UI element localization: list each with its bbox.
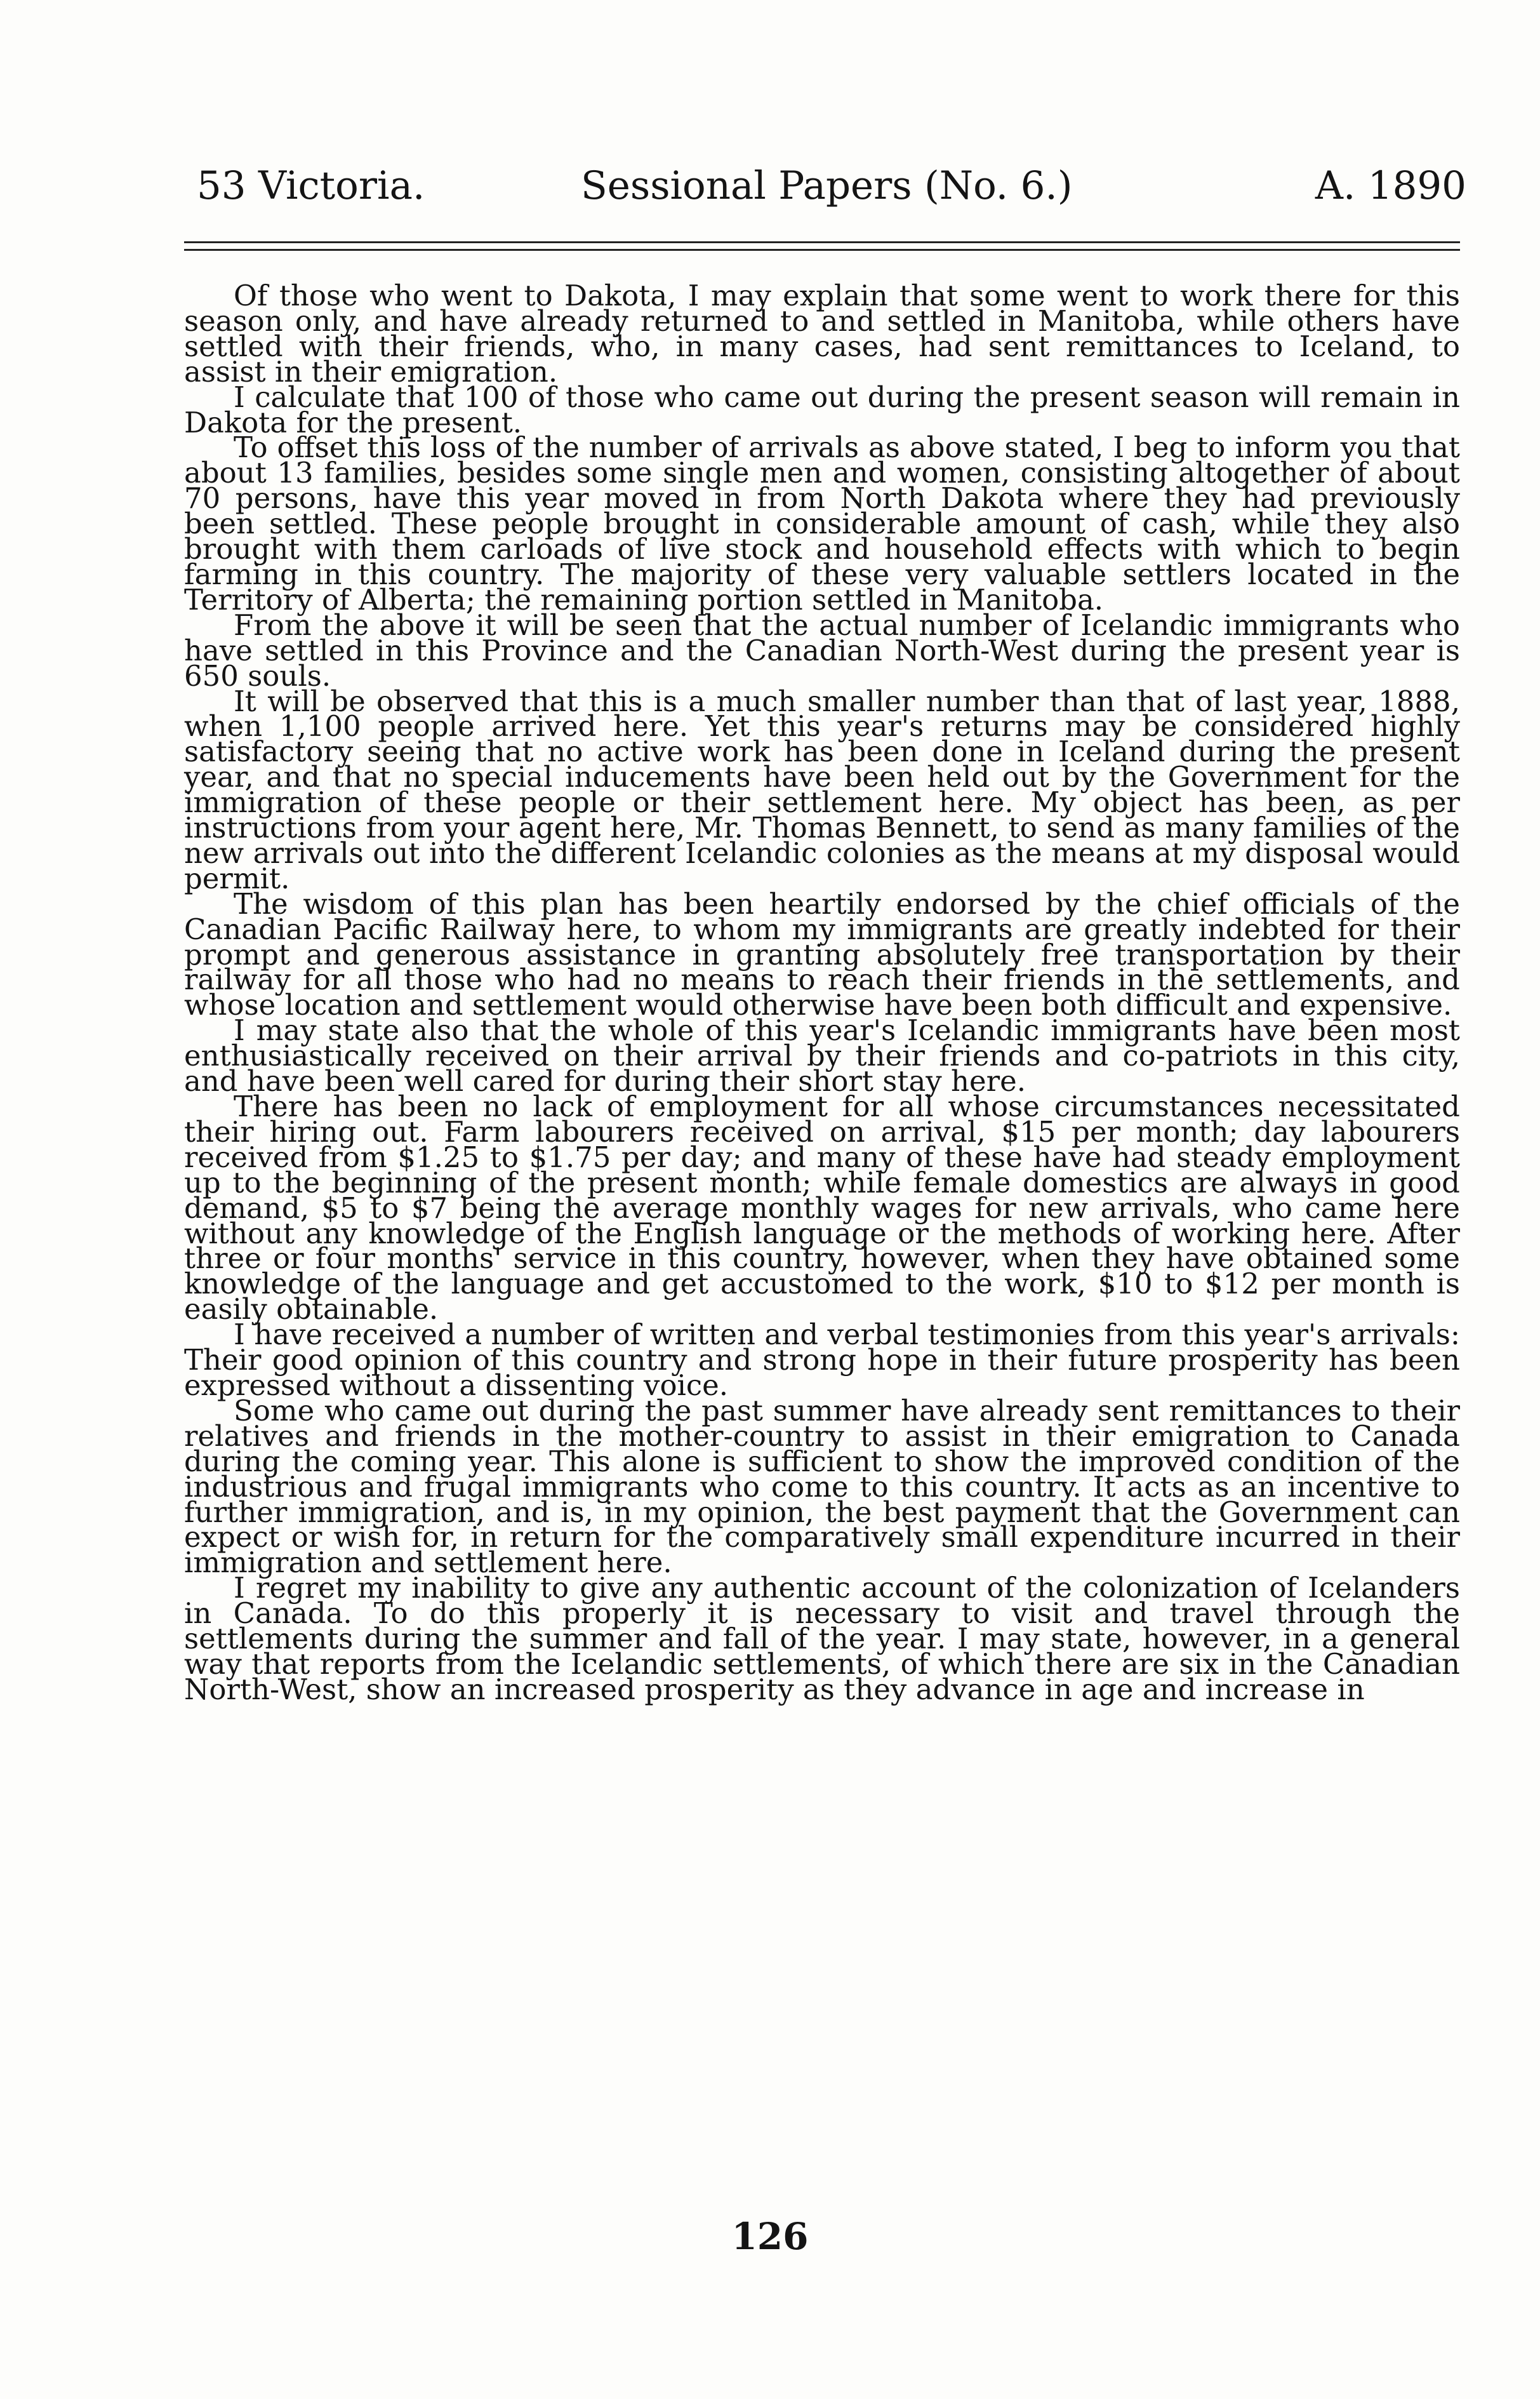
running-header <box>197 157 1466 215</box>
body-text <box>184 279 1460 1706</box>
paragraph: It will be observed that this is a much smaller number than that of last year, 1888, when 1,100 people arrived here. Yet this year's returns may be considered highly satisfactory seeing that no active work has been done in Iceland during the present year, and that no special inducements have been held out by the Government for the immigration of these people or their settlement here. My object has been, as per instructions from your agent here, Mr. Thomas Bennett, to send as many families of the new arrivals out into the different Icelandic colonies as the means at my disposal would permit. <box>184 684 1460 895</box>
paragraph: To offset this loss of the number of arrivals as above stated, I beg to inform you that about 13 families, besides some single men and women, consisting altogether of about 70 persons, have this year moved in from North Dakota where they had previously been settled. These people brought in considerable amount of cash, while they also brought with them carloads of live stock and household effects with which to begin farming in this country. The majority of these very valuable settlers located in the Territory of Alberta; the remaining portion settled in Manitoba. <box>184 431 1460 617</box>
paragraph: Of those who went to Dakota, I may explain that some went to work there for this season only, and have already returned to and settled in Manitoba, while others have settled with their friends, who, in many cases, had sent remittances to Iceland, to assist in their emigration. <box>184 279 1460 389</box>
paragraph: I regret my inability to give any authentic account of the colonization of Icelanders in Canada. To do this properly it is necessary to visit and travel through the settlements during the summer and fall of the year. I may state, however, in a general way that reports from the Icelandic settlements, of which there are six in the Canadian North-West, show an increased prosperity as they advance in age and increase in <box>184 1571 1460 1706</box>
paragraph: Some who came out during the past summer have already sent remittances to their relatives and friends in the mother-country to assist in their emigration to Canada during the coming year. This alone is sufficient to show the improved condition of the industrious and frugal immigrants who come to this country. It acts as an incentive to further immigration, and is, in my opinion, the best payment that the Government can expect or wish for, in return for the comparatively small expenditure incurred in their immigration and settlement here. <box>184 1393 1460 1580</box>
paragraph: I have received a number of written and verbal testimonies from this year's arrivals: Their good opinion of this country and strong hope in their future prosperity has been expressed without a dissenting voice. <box>184 1318 1460 1402</box>
header-volume: 53 Victoria. <box>197 163 425 208</box>
header-rule-bottom <box>184 249 1460 251</box>
header-title: Sessional Papers (No. 6.) <box>581 163 1073 208</box>
paragraph: I may state also that the whole of this year's Icelandic immigrants have been most enthusiastically received on their arrival by their friends and co-patriots in this city, and have been well cared for during their short stay here. <box>184 1013 1460 1099</box>
page-number: 126 <box>731 2215 809 2258</box>
paragraph: From the above it will be seen that the actual number of Icelandic immigrants who have settled in this Province and the Canadian North-West during the present year is 650 souls. <box>184 608 1460 693</box>
paragraph: There has been no lack of employment for all whose circumstances necessitated their hiring out. Farm labourers received on arrival, $15 per month; day labourers received from $1.25 to $1.75 per day; and many of these have had steady employment up to the beginning of the present month; while female domestics are always in good demand, $5 to $7 being the average monthly wages for new arrivals, who came here without any knowledge of the English language or the methods of working here. After three or four months' service in this country, however, when they have obtained some knowledge of the language and get accustomed to the work, $10 to $12 per month is easily obtainable. <box>184 1090 1460 1326</box>
header-year: A. 1890 <box>1315 163 1466 208</box>
header-rule-top <box>184 241 1460 243</box>
paragraph: The wisdom of this plan has been heartily endorsed by the chief officials of the Canadian Pacific Railway here, to whom my immigrants are greatly indebted for their prompt and generous assistance in granting absolutely free transportation by their railway for all those who had no means to reach their friends in the settlements, and whose location and settlement would otherwise have been both difficult and expensive. <box>184 886 1460 1022</box>
paragraph: I calculate that 100 of those who came out during the present season will remain in Dakota for the present. <box>184 380 1460 439</box>
